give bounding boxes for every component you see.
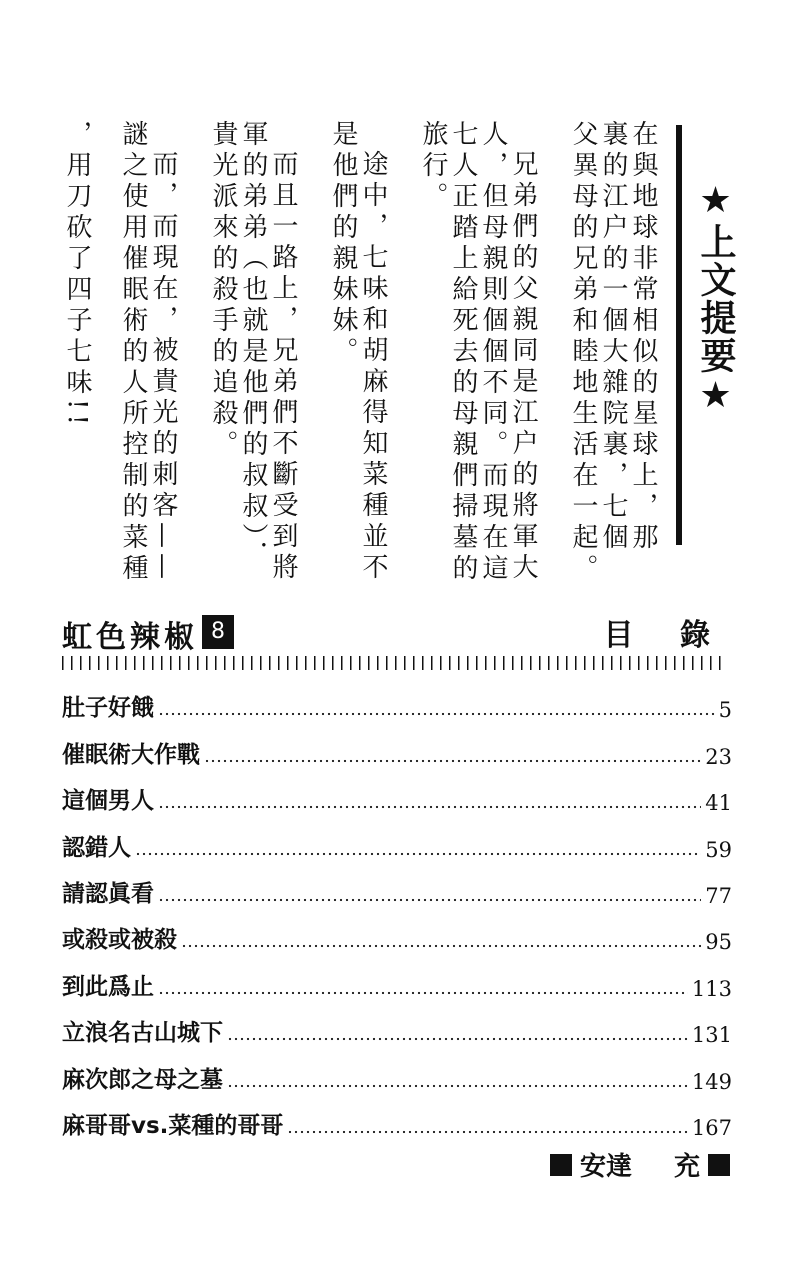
synopsis-column: 謎之使用催眠術的人所控制的菜種 (118, 120, 148, 585)
chapter-title: 認錯人 (62, 834, 131, 861)
synopsis-column: 途中，七味和胡麻得知菜種並不 (358, 150, 388, 584)
chapter-list (62, 676, 732, 1140)
dot-leader (181, 926, 701, 948)
synopsis-column: 人，但母親則個個不同。而現在這 (478, 120, 508, 585)
chapter-row[interactable] (62, 676, 732, 722)
chapter-page: 113 (691, 976, 732, 1001)
synopsis-column: 而，而現在，被貴光的刺客—— (148, 150, 178, 584)
chapter-title: 這個男人 (62, 788, 154, 815)
dot-leader (158, 880, 701, 902)
synopsis-column: 軍的弟弟（也就是他們的叔叔）． (238, 120, 268, 572)
chapter-page: 77 (705, 883, 732, 908)
chapter-row[interactable] (62, 815, 732, 861)
chapter-title: 肚子好餓 (62, 695, 154, 722)
synopsis-column: 貴光派來的殺手的追殺。 (208, 120, 238, 461)
dot-leader (287, 1112, 687, 1134)
chapter-title: 請認眞看 (62, 880, 154, 907)
dot-leader (158, 694, 715, 716)
dot-leader (135, 834, 701, 856)
chapter-row[interactable] (62, 1094, 732, 1140)
chapter-row[interactable] (62, 769, 732, 815)
dot-leader (227, 1019, 688, 1041)
dot-leader (204, 741, 701, 763)
volume-badge: 8 (202, 615, 234, 649)
heading-rule (676, 125, 682, 545)
square-bullet-icon (708, 1154, 730, 1176)
synopsis-column: 父異母的兄弟和睦地生活在一起。 (568, 120, 598, 585)
synopsis-column: 七人正踏上給死去的母親們掃墓的 (448, 120, 478, 585)
chapter-page: 23 (705, 744, 732, 769)
chapter-page: 131 (691, 1023, 732, 1048)
synopsis-column: 是他們的親妹妹。 (328, 120, 358, 368)
chapter-page: 167 (691, 1115, 732, 1140)
chapter-page: 95 (705, 930, 732, 955)
chapter-title: 麻次郎之母之墓 (62, 1066, 223, 1093)
chapter-page: 41 (705, 791, 732, 816)
chapter-title: 立浪名古山城下 (62, 1020, 223, 1047)
chapter-title: 催眠術大作戰 (62, 741, 200, 768)
chapter-row[interactable] (62, 954, 732, 1000)
chapter-row[interactable] (62, 722, 732, 768)
dot-leader (158, 973, 688, 995)
contents-heading: 目 錄 (603, 618, 728, 653)
synopsis-heading: ★上文提要★ (695, 180, 736, 418)
synopsis-section (0, 0, 800, 585)
table-of-contents (0, 600, 800, 1274)
chapter-title: 到此爲止 (62, 973, 154, 1000)
author-given-name: 充 (673, 1152, 700, 1182)
square-bullet-icon (550, 1154, 572, 1176)
chapter-page: 149 (691, 1069, 732, 1094)
author-family-name: 安達 (579, 1152, 632, 1182)
synopsis-column: 兄弟們的父親同是江户的將軍大 (508, 150, 538, 584)
chapter-page: 59 (705, 837, 732, 862)
synopsis-column: 旅行。 (418, 120, 448, 213)
chapter-page: 5 (718, 698, 732, 723)
chapter-title: 或殺或被殺 (62, 927, 177, 954)
chapter-row[interactable] (62, 862, 732, 908)
book-title: 虹色辣椒 (62, 620, 198, 655)
chapter-row[interactable] (62, 908, 732, 954)
synopsis-column: 裏的江户的一個大雜院裏，七個 (598, 120, 628, 554)
dot-leader (227, 1066, 688, 1088)
author-credit (550, 1146, 730, 1183)
synopsis-column: ，用刀砍了四子七味!! (62, 120, 92, 430)
tick-ruler (62, 656, 724, 670)
chapter-title: 麻哥哥vs.菜種的哥哥 (62, 1112, 284, 1139)
synopsis-column: 而且一路上，兄弟們不斷受到將 (268, 150, 298, 584)
dot-leader (158, 787, 701, 809)
chapter-row[interactable] (62, 1047, 732, 1093)
chapter-row[interactable] (62, 1001, 732, 1047)
synopsis-column: 在與地球非常相似的星球上，那 (628, 120, 658, 554)
